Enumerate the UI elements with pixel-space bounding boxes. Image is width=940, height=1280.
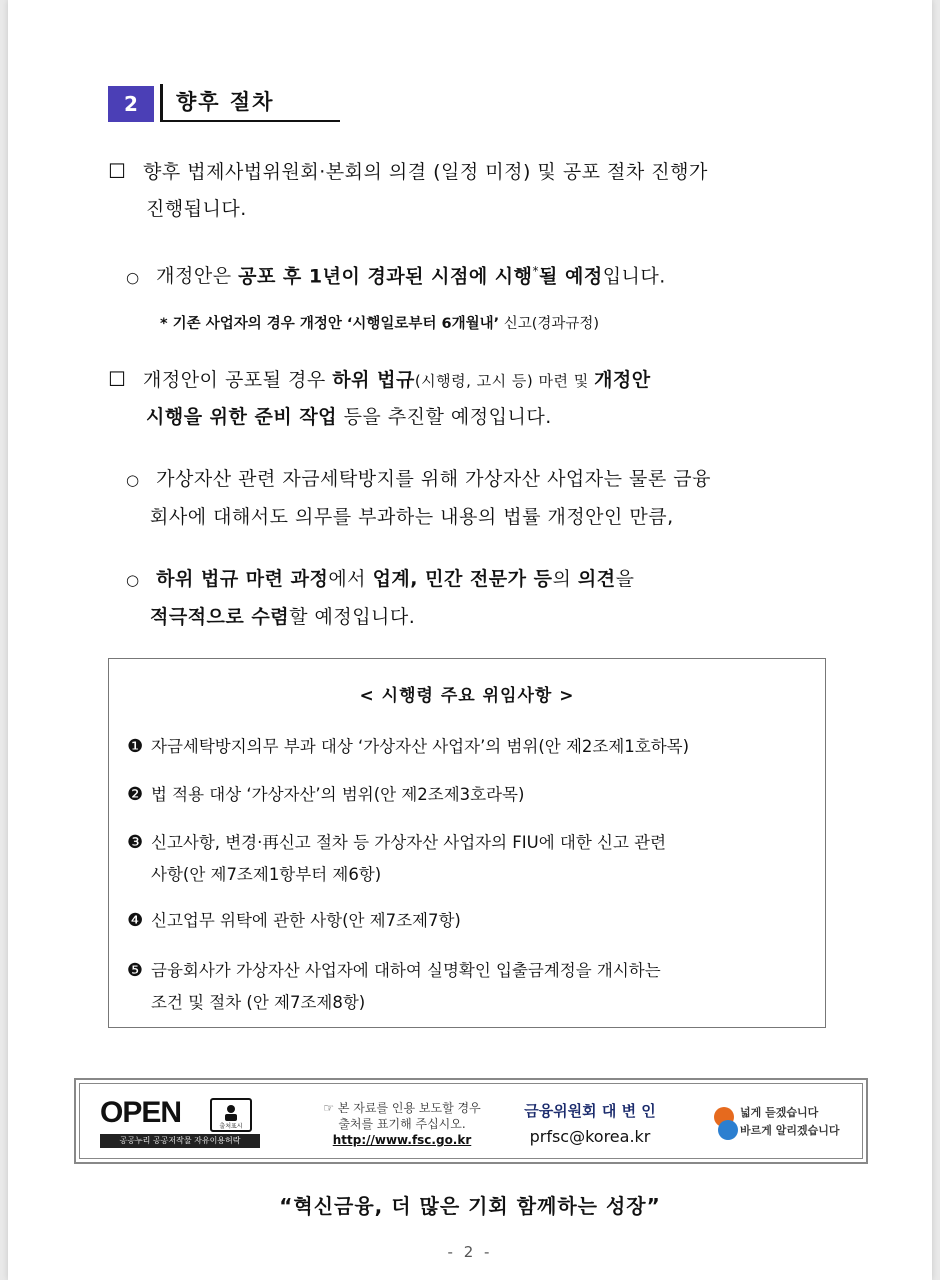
delegation-item-4 [127,905,461,937]
footnote-marker: * [532,264,540,278]
item-number-icon: ❹ [127,910,144,931]
bullet-3 [108,360,651,400]
item-number-icon: ❷ [127,784,144,805]
bullet-4-line2: 회사에 대해서도 의무를 부과하는 내용의 법률 개정안인 만큼, [150,506,674,528]
bullet-1-line2: 진행됩니다. [146,198,247,220]
bullet-4-line1: 가상자산 관련 자금세탁방지를 위해 가상자산 사업자는 물론 금융 [156,468,711,490]
bullet-5-line2-rest: 할 예정입니다. [289,606,416,628]
bullet-3-line2 [146,398,552,436]
bottom-slogan: “혁신금융, 더 많은 기회 함께하는 성장” [279,1194,661,1218]
delegation-item-1 [127,731,689,763]
citation-line-2: 출처를 표기해 주십시오. [338,1117,466,1131]
circle-symbol: ○ [126,268,140,287]
bullet-2-bold2: 될 예정 [539,265,603,288]
spokesperson-email[interactable]: prfsc@korea.kr [529,1127,651,1146]
delegation-box [108,658,826,1028]
bullet-5-mid: 에서 [328,568,373,590]
footnote [160,312,599,333]
item-text: 자금세탁방지의무 부과 대상 ‘가상자산 사업자’의 범위(안 제2조제1호하목) [151,737,690,756]
bullet-2 [126,252,666,296]
slogan-line-2: 바르게 알리겠습니다 [740,1124,840,1137]
circle-symbol: ○ [126,571,140,589]
slogan-line-1: 넓게 듣겠습니다 [740,1106,819,1119]
section-number: 2 [108,86,154,122]
item-text-cont: 조건 및 절차 (안 제7조제8항) [151,993,366,1012]
bullet-2-bold: 공포 후 1년이 경과된 시점에 시행 [238,265,533,288]
bullet-5 [126,560,634,599]
footnote-rest: 신고(경과규정) [499,316,600,332]
bullet-1-line1: 향후 법제사법위원회·본회의 의결 (일정 미정) 및 공포 절차 진행가 [142,161,708,183]
bullet-5-line2-bold: 적극적으로 수렴 [150,606,290,628]
item-number-icon: ❺ [127,960,144,981]
item-text: 법 적용 대상 ‘가상자산’의 범위(안 제2조제3호라목) [151,785,525,804]
bullet-5-bold3: 의견 [577,568,616,590]
bullet-3-bold2: 개정안 [594,369,651,391]
footer-box [74,1078,868,1164]
checkbox-symbol: ☐ [108,367,127,391]
bullet-5-post: 을 [615,568,635,590]
page-number: - 2 - [447,1243,493,1261]
delegation-item-3 [127,827,666,891]
kogl-open-logo [100,1096,260,1150]
document-page [8,0,932,1280]
fsc-emblem-icon [712,1104,742,1144]
footer-inner [79,1083,863,1159]
fsc-website-link[interactable]: http://www.fsc.go.kr [332,1133,472,1147]
bullet-3-line2-rest: 등을 추진할 예정입니다. [337,406,552,428]
item-number-icon: ❶ [127,736,144,757]
checkbox-symbol: ☐ [108,159,127,183]
citation-notice [302,1100,502,1148]
delegation-item-2 [127,779,524,811]
bullet-3-text: 개정안이 공포될 경우 [142,369,333,391]
bullet-2-post: 입니다. [602,265,666,288]
bullet-3-bold: 하위 법규 [332,369,415,391]
item-text-cont: 사항(안 제7조제1항부터 제6항) [151,865,382,884]
item-text: 신고사항, 변경·再신고 절차 등 가상자산 사업자의 FIU에 대한 신고 관련 [151,833,667,852]
delegation-box-title: < 시행령 주요 위임사항 > [359,686,575,706]
bullet-5-bold2: 업계, 민간 전문가 등 [372,568,553,590]
bullet-3-line2-bold: 시행을 위한 준비 작업 [146,406,338,428]
citation-line-1: ☞ 본 자료를 인용 보도할 경우 [323,1101,481,1115]
open-logo-text: OPEN [100,1096,182,1129]
fsc-slogan-logo [712,1102,862,1144]
attribution-badge-icon [210,1098,252,1132]
spokesperson-contact [520,1098,660,1150]
bullet-5-bold: 하위 법규 마련 과정 [156,568,329,590]
item-text: 신고업무 위탁에 관한 사항(안 제7조제7항) [151,911,461,930]
delegation-item-5 [127,955,661,1019]
section-underline [160,120,340,122]
bullet-4 [126,460,711,499]
bullet-5-line2 [150,598,415,636]
open-logo-subtitle: 공공누리 공공저작물 자유이용허락 [100,1134,260,1148]
bullet-1 [108,152,708,191]
attribution-badge-text: 출처표시 [219,1123,243,1130]
bullet-5-mid2: 의 [552,568,578,590]
bullet-2-text: 개정안은 [156,265,239,288]
circle-symbol: ○ [126,471,140,489]
item-text: 금융회사가 가상자산 사업자에 대하여 실명확인 입출금계정을 개시하는 [151,961,661,980]
section-divider [160,84,163,122]
item-number-icon: ❸ [127,832,144,853]
footnote-bold: * 기존 사업자의 경우 개정안 ‘시행일로부터 6개월내’ [160,316,500,332]
spokesperson-title: 금융위원회 대 변 인 [524,1102,656,1120]
bullet-3-mid: (시행령, 고시 등) 마련 및 [414,372,595,390]
section-title: 향후 절차 [176,90,275,114]
